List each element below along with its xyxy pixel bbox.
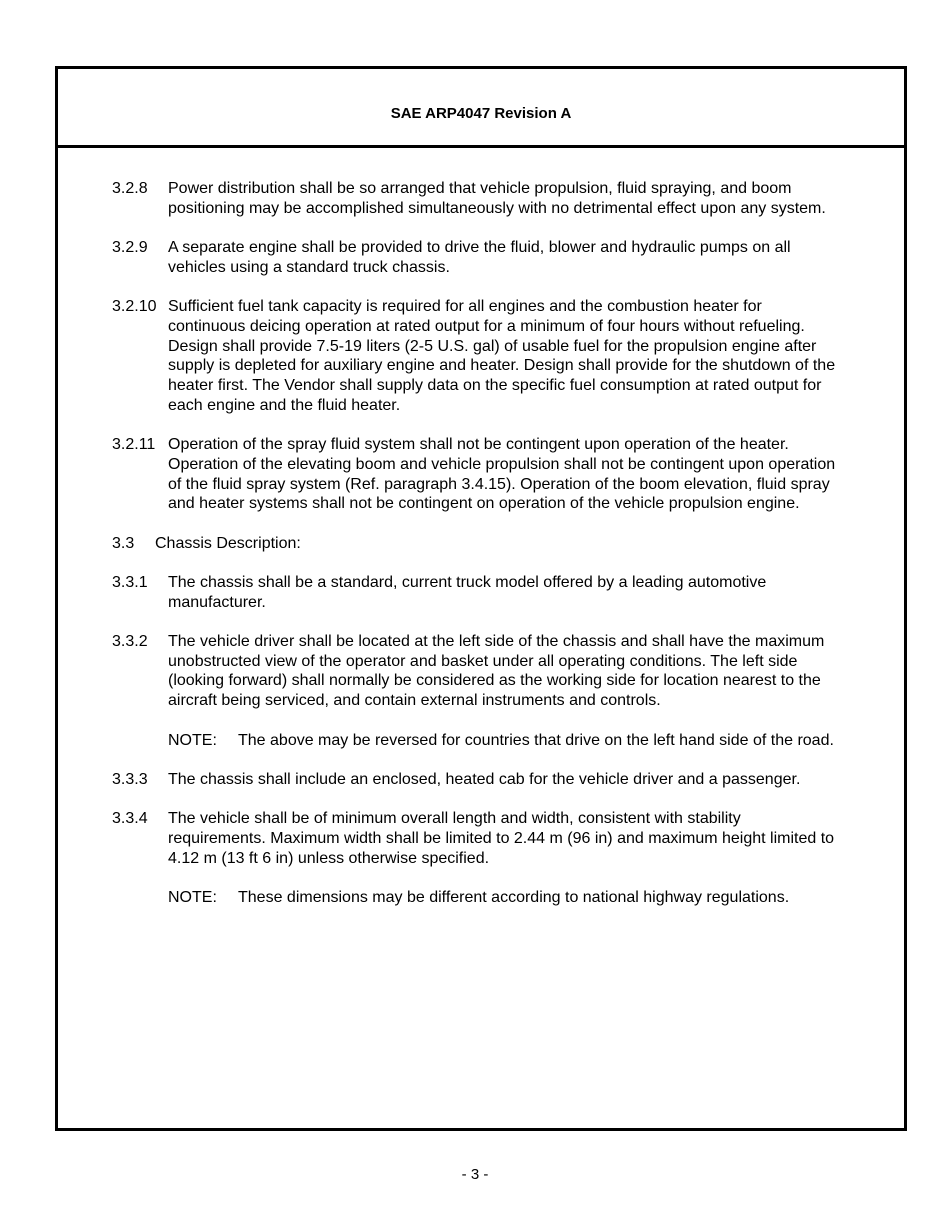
paragraph-3-3-4	[112, 809, 842, 868]
section-number: 3.3	[112, 534, 135, 552]
page-number: - 3 -	[461, 1166, 489, 1183]
note-text: These dimensions may be different according to national highway regulations.	[238, 889, 790, 907]
paragraph-text: A separate engine shall be provided to drive the fluid, blower and hydraulic pumps on all vehicles using a standard truck chassis.	[168, 239, 791, 276]
document-body	[112, 179, 842, 928]
paragraph-text: The chassis shall be a standard, current truck model offered by a leading automotive manufacturer.	[168, 573, 767, 611]
paragraph-3-3-2	[112, 632, 842, 711]
paragraph-text: The vehicle driver shall be located at the left side of the chassis and shall have the maximum unobstructed view of the operator and basket under all operating conditions. The left side (looking forward) shall normally be considered as the working side for location nearest to the aircraft being serviced, and contain external instruments and controls.	[168, 633, 825, 710]
paragraph-number: 3.2.9	[112, 239, 148, 257]
paragraph-number: 3.2.11	[112, 436, 156, 454]
paragraph-text: The chassis shall include an enclosed, heated cab for the vehicle driver and a passenger.	[168, 770, 801, 788]
note-text: The above may be reversed for countries that drive on the left hand side of the road.	[238, 731, 834, 749]
paragraph-number: 3.2.8	[112, 180, 148, 197]
paragraph-3-2-11	[112, 435, 842, 514]
paragraph-text: Sufficient fuel tank capacity is required for all engines and the combustion heater for continuous deicing operation at rated output for a minimum of four hours without refueling. Design shall provide 7.5-19 liters (2-5 U.S. gal) of usable fuel for the propulsion engine after supply is depleted for auxiliary engine and heater. Design shall provide for the shutdown of the heater first. The Vendor shall supply data on the specific fuel consumption at rated output for each engine and the fluid heater.	[168, 298, 836, 414]
note-highway-regulations	[168, 888, 842, 908]
document-title: SAE ARP4047 Revision A	[390, 105, 572, 122]
paragraph-text: Operation of the spray fluid system shall not be contingent upon operation of the heater. Operation of the elevating boom and vehicle propulsion shall not be contingent upon operation of the fluid spray system (Ref. paragraph 3.4.15). Operation of the boom elevation, fluid spray and heater systems shall not be contingent on operation of the vehicle propulsion engine.	[168, 436, 836, 513]
paragraph-3-2-8	[112, 179, 842, 218]
paragraph-number: 3.3.1	[112, 573, 148, 591]
section-title: Chassis Description:	[155, 534, 301, 552]
section-heading-3-3	[112, 534, 842, 554]
paragraph-text: Power distribution shall be so arranged that vehicle propulsion, fluid spraying, and boom positioning may be accomplished simultaneously with no detrimental effect upon any system.	[168, 180, 826, 217]
note-label: NOTE:	[168, 731, 217, 749]
page-frame	[55, 66, 907, 1131]
paragraph-3-3-3	[112, 770, 842, 790]
page-header	[58, 69, 904, 148]
paragraph-text: The vehicle shall be of minimum overall length and width, consistent with stability requirements. Maximum width shall be limited to 2.44 m (96 in) and maximum height limited to 4.12 m (13 ft 6 in) unless otherwise specified.	[168, 810, 835, 867]
paragraph-number: 3.3.4	[112, 810, 148, 828]
paragraph-number: 3.3.2	[112, 633, 148, 651]
note-reversed-countries	[168, 731, 842, 751]
paragraph-3-2-9	[112, 238, 842, 277]
paragraph-number: 3.2.10	[112, 298, 157, 316]
paragraph-3-3-1	[112, 573, 842, 612]
note-label: NOTE:	[168, 889, 217, 907]
paragraph-number: 3.3.3	[112, 770, 148, 788]
paragraph-3-2-10	[112, 297, 842, 415]
